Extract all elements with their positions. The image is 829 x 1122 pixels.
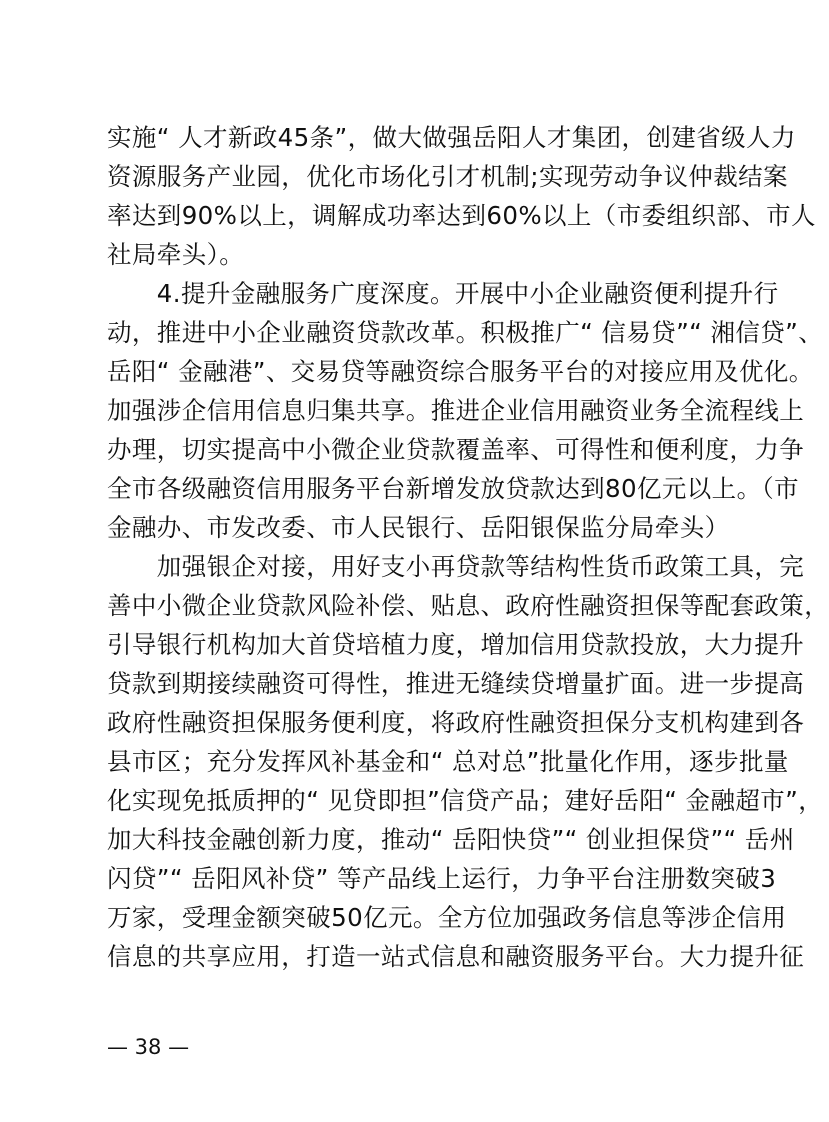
page-number: — 38 —	[107, 1035, 190, 1059]
text-line: 贷款到期接续融资可得性，推进无缝续贷增量扩面。进一步提高	[107, 669, 805, 698]
text-line: 全市各级融资信用服务平台新增发放贷款达到80亿元以上。（市	[107, 474, 800, 503]
text-line: 动，推进中小企业融资贷款改革。积极推广“ 信易贷”“ 湘信贷”、	[107, 318, 824, 347]
text-line: 社局牵头）。	[107, 240, 245, 269]
text-line: 岳阳“ 金融港”、交易贷等融资综合服务平台的对接应用及优化。	[107, 357, 814, 386]
text-line: 县市区；充分发挥风补基金和“ 总对总”批量化作用，逐步批量	[107, 747, 789, 776]
text-line: 政府性融资担保服务便利度，将政府性融资担保分支机构建到各	[107, 708, 805, 737]
text-line: 率达到90%以上，调解成功率达到60%以上（市委组织部、市人	[107, 201, 816, 230]
text-line: 闪贷”“ 岳阳风补贷” 等产品线上运行，力争平台注册数突破3	[107, 864, 777, 893]
text-line: 办理，切实提高中小微企业贷款覆盖率、可得性和便利度，力争	[107, 435, 805, 464]
text-line: 信息的共享应用，打造一站式信息和融资服务平台。大力提升征	[107, 942, 805, 971]
text-line: 加大科技金融创新力度，推动“ 岳阳快贷”“ 创业担保贷”“ 岳州	[107, 825, 795, 854]
text-line: 金融办、市发改委、市人民银行、岳阳银保监分局牵头）	[107, 513, 730, 542]
text-line: 化实现免抵质押的“ 见贷即担”信贷产品；建好岳阳“ 金融超市”，	[107, 786, 824, 815]
text-line: 万家，受理金额突破50亿元。全方位加强政务信息等涉企信用	[107, 903, 787, 932]
text-line: 加强银企对接，用好支小再贷款等结构性货币政策工具，完	[107, 552, 805, 581]
text-line: 4.提升金融服务广度深度。开展中小企业融资便利提升行	[107, 279, 779, 308]
text-line: 善中小微企业贷款风险补偿、贴息、政府性融资担保等配套政策，	[107, 591, 829, 620]
text-line: 实施“ 人才新政45条”，做大做强岳阳人才集团，创建省级人力	[107, 123, 796, 152]
text-line: 加强涉企信用信息归集共享。推进企业信用融资业务全流程线上	[107, 396, 805, 425]
text-line: 引导银行机构加大首贷培植力度，增加信用贷款投放，大力提升	[107, 630, 805, 659]
text-line: 资源服务产业园，优化市场化引才机制;实现劳动争议仲裁结案	[107, 162, 788, 191]
